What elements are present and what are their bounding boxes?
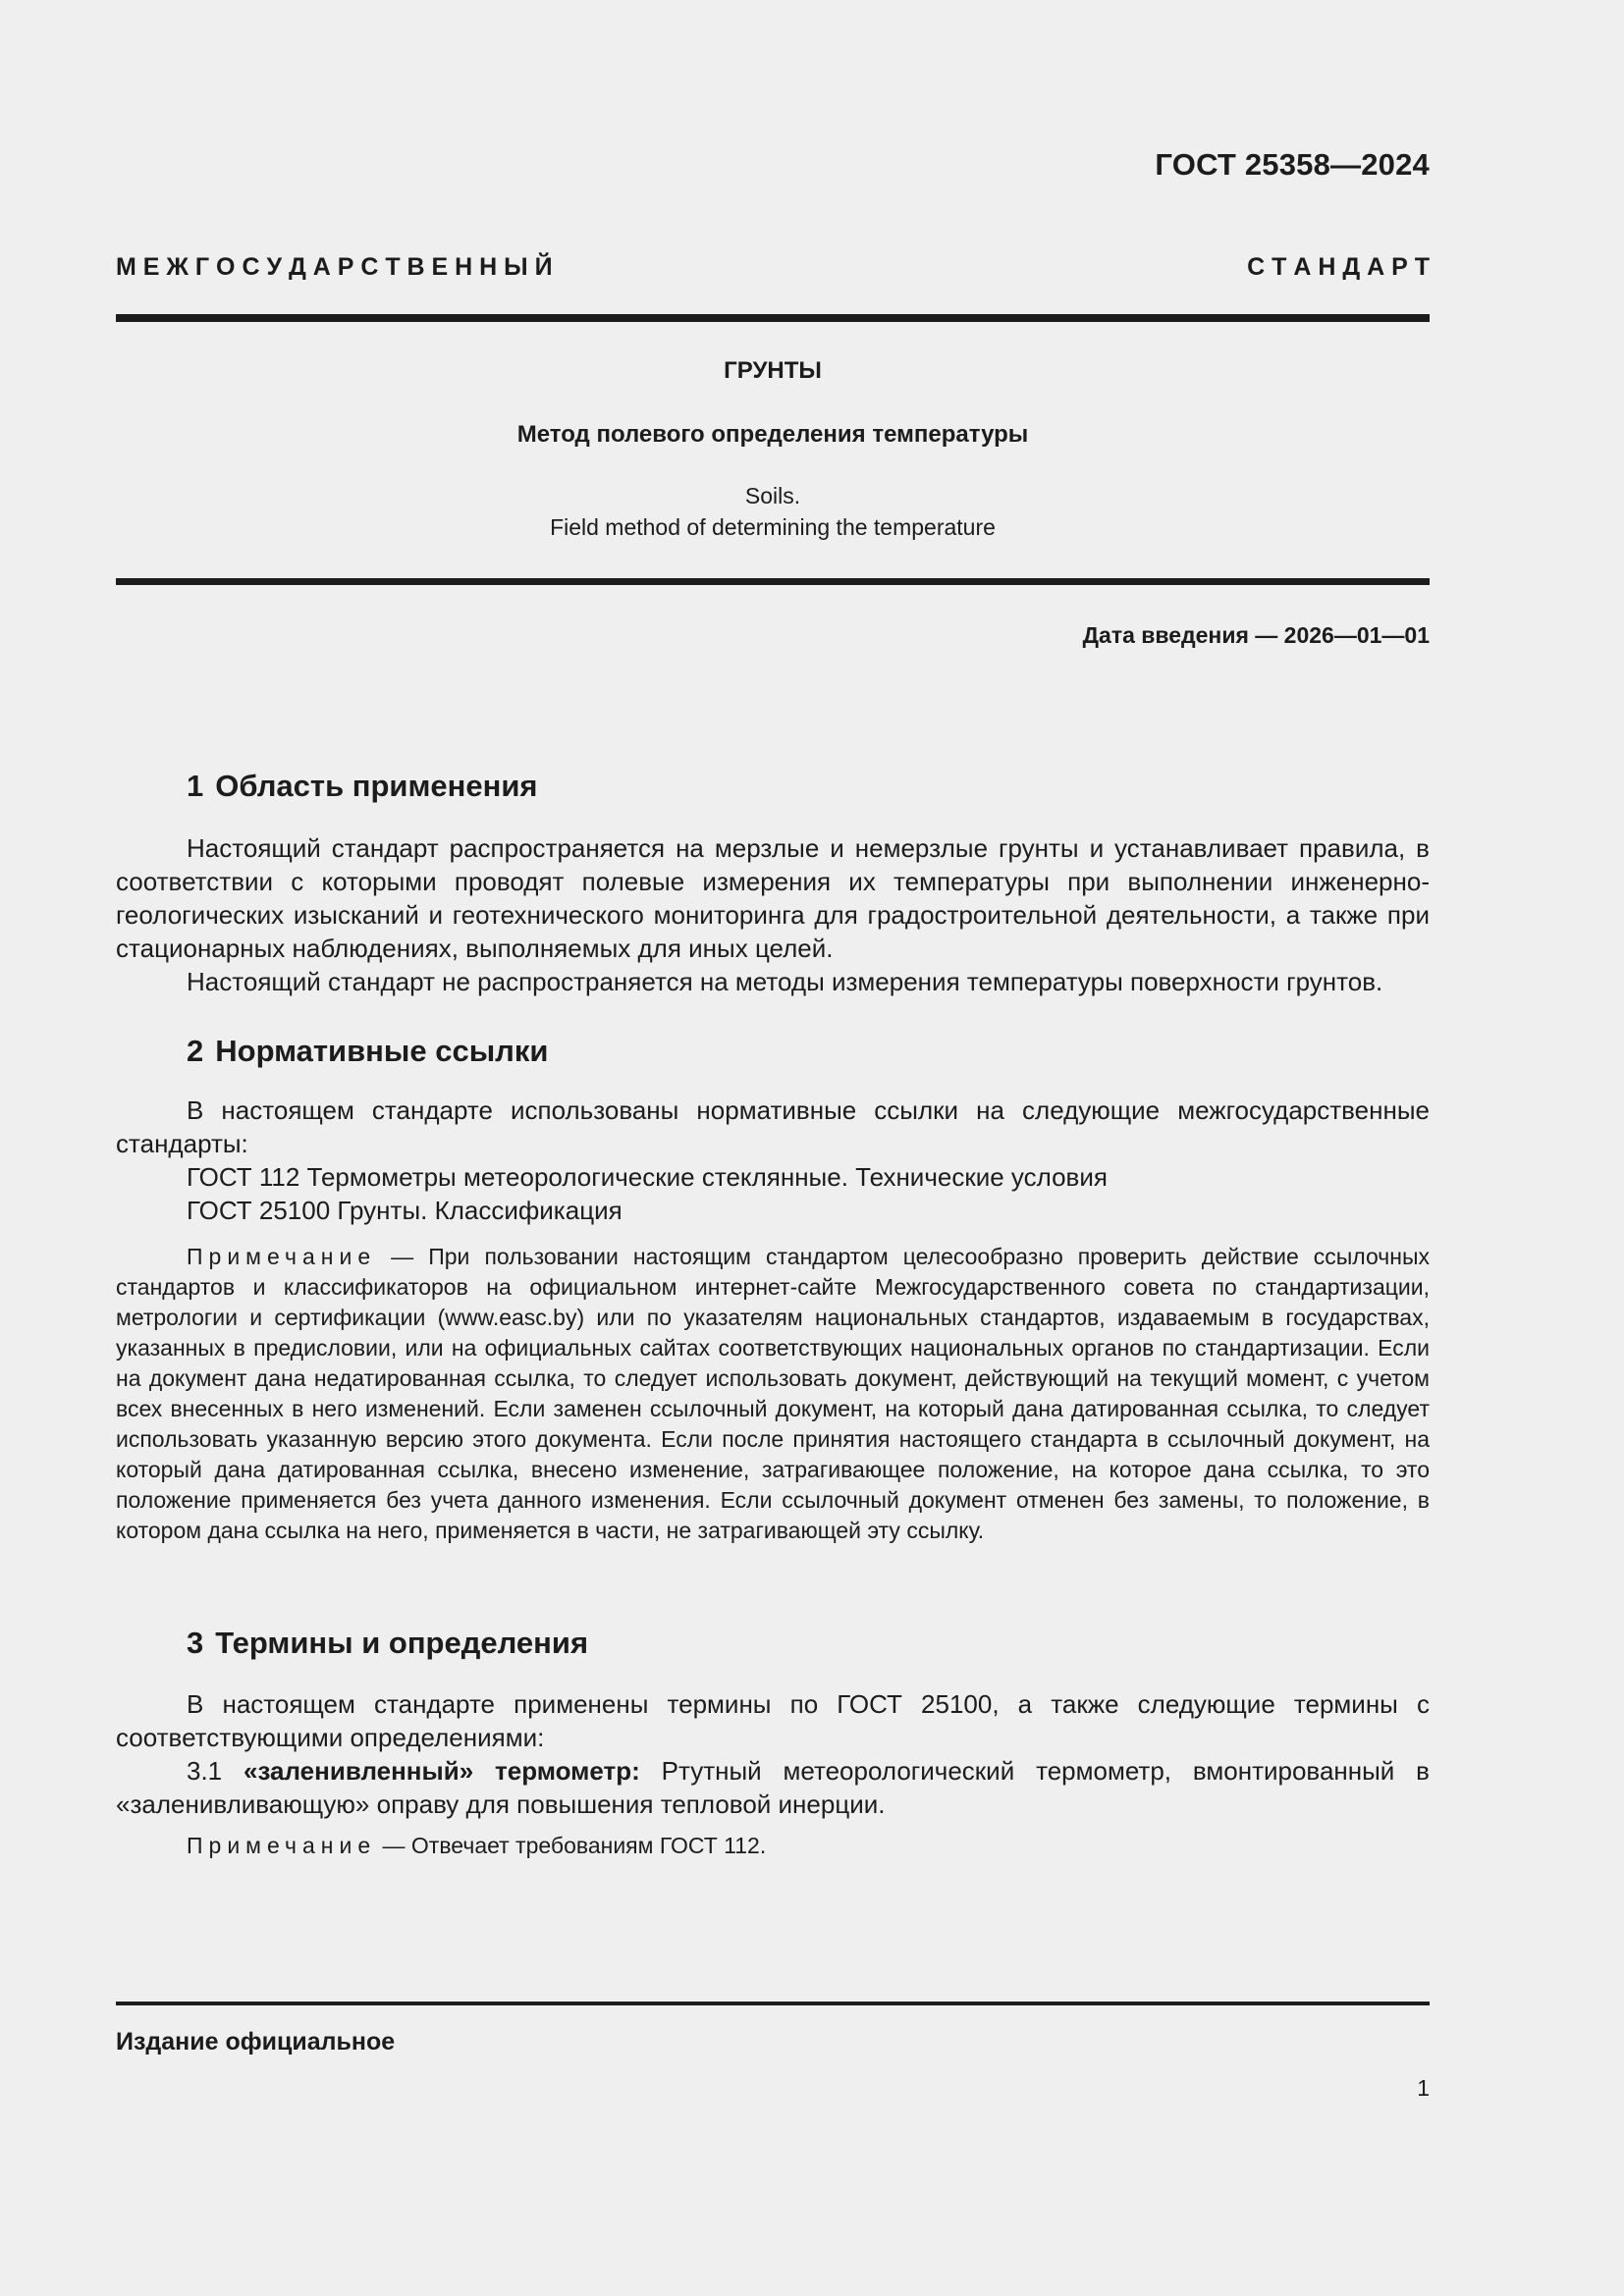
section-2-paragraph-1: В настоящем стандарте использованы нормативные ссылки на следующие межгосударственные стандарты:	[116, 1095, 1430, 1158]
term-definition-text: Ртутный метеорологический термометр, вмонтированный в «заленивливающую» оправу для повышения тепловой инерции.	[116, 1756, 1430, 1819]
document-code: ГОСТ 25358—2024	[1155, 147, 1430, 182]
title-ru-main: ГРУНТЫ	[724, 357, 822, 384]
section-3-note	[116, 1831, 1430, 1861]
section-2-note	[116, 1242, 1430, 1546]
standard-kind-word-2: С Т А Н Д А Р Т	[1247, 253, 1430, 281]
term-name: «заленивленный» термометр:	[244, 1756, 640, 1786]
document-page	[116, 0, 1430, 2296]
section-1-paragraph-2: Настоящий стандарт не распространяется на методы измерения температуры поверхности грунтов.	[187, 967, 1383, 996]
section-1-paragraph-1: Настоящий стандарт распространяется на мерзлые и немерзлые грунты и устанавливает правила, в соответствии с которыми проводят полевые измерения их температуры при выполнении инженерно-геологических изысканий и геотехнического мониторинга для градостроительной деятельности, а также при стационарных наблюдениях, выполняемых для иных целей.	[116, 833, 1430, 963]
section-2-note-text: — При пользовании настоящим стандартом целесообразно проверить действие ссылочных стандартов и классификаторов на официальном интернет-сайте Межгосударственного совета по стандартизации, метрологии и сертификации (www.easc.by) или по указателям национальных стандартов, издаваемым в государствах, указанных в предисловии, или на официальных сайтах соответствующих национальных органов по стандартизации. Если на документ дана недатированная ссылка, то следует использовать документ, действующий на текущий момент, с учетом всех внесенных в него изменений. Если заменен ссылочный документ, на который дана датированная ссылка, то следует использовать указанную версию этого документа. Если после принятия настоящего стандарта в ссылочный документ, на который дана датированная ссылка, внесено изменение, затрагивающее положение, на которое дана ссылка, то это положение применяется без учета данного изменения. Если ссылочный документ отменен без замены, то положение, в котором дана ссылка на него, применяется в части, не затрагивающей эту ссылку.	[116, 1244, 1430, 1543]
top-rule	[116, 314, 1430, 322]
normative-reference-2: ГОСТ 25100 Грунты. Классификация	[187, 1196, 623, 1225]
title-en-line-2: Field method of determining the temperature	[550, 514, 996, 540]
section-2-body	[116, 1094, 1430, 1227]
page-number: 1	[1417, 2075, 1430, 2101]
section-2-number: 2	[187, 1034, 204, 1068]
normative-reference-1: ГОСТ 112 Термометры метеорологические стеклянные. Технические условия	[187, 1162, 1108, 1192]
term-definition	[116, 1754, 1430, 1821]
section-2-title: Нормативные ссылки	[215, 1034, 549, 1068]
section-3-note-label: Примечание	[187, 1833, 377, 1858]
section-3-number: 3	[187, 1626, 204, 1660]
footer-rule	[116, 2002, 1430, 2005]
title-rule	[116, 578, 1430, 585]
section-2-heading	[187, 1034, 548, 1069]
section-3-paragraph-1: В настоящем стандарте применены термины по ГОСТ 25100, а также следующие термины с соответствующими определениями:	[116, 1689, 1430, 1752]
section-3-note-text: — Отвечает требованиям ГОСТ 112.	[376, 1833, 767, 1858]
term-number: 3.1	[187, 1756, 244, 1786]
standard-kind-word-1: М Е Ж Г О С У Д А Р С Т В Е Н Н Ы Й	[116, 253, 553, 281]
title-ru-sub: Метод полевого определения температуры	[516, 421, 1029, 448]
section-1-heading	[187, 769, 538, 804]
section-1-number: 1	[187, 769, 204, 803]
section-3-heading	[187, 1626, 588, 1661]
standard-kind	[116, 253, 1430, 282]
title-en	[116, 480, 1430, 543]
intro-date: Дата введения — 2026—01—01	[1082, 622, 1430, 648]
section-3-title: Термины и определения	[215, 1626, 589, 1660]
section-3-body	[116, 1687, 1430, 1821]
section-2-note-label: Примечание	[187, 1244, 377, 1269]
title-en-line-1: Soils.	[744, 483, 801, 508]
edition-label: Издание официальное	[116, 2028, 396, 2056]
section-1-body	[116, 831, 1430, 998]
section-1-title: Область применения	[215, 769, 538, 803]
